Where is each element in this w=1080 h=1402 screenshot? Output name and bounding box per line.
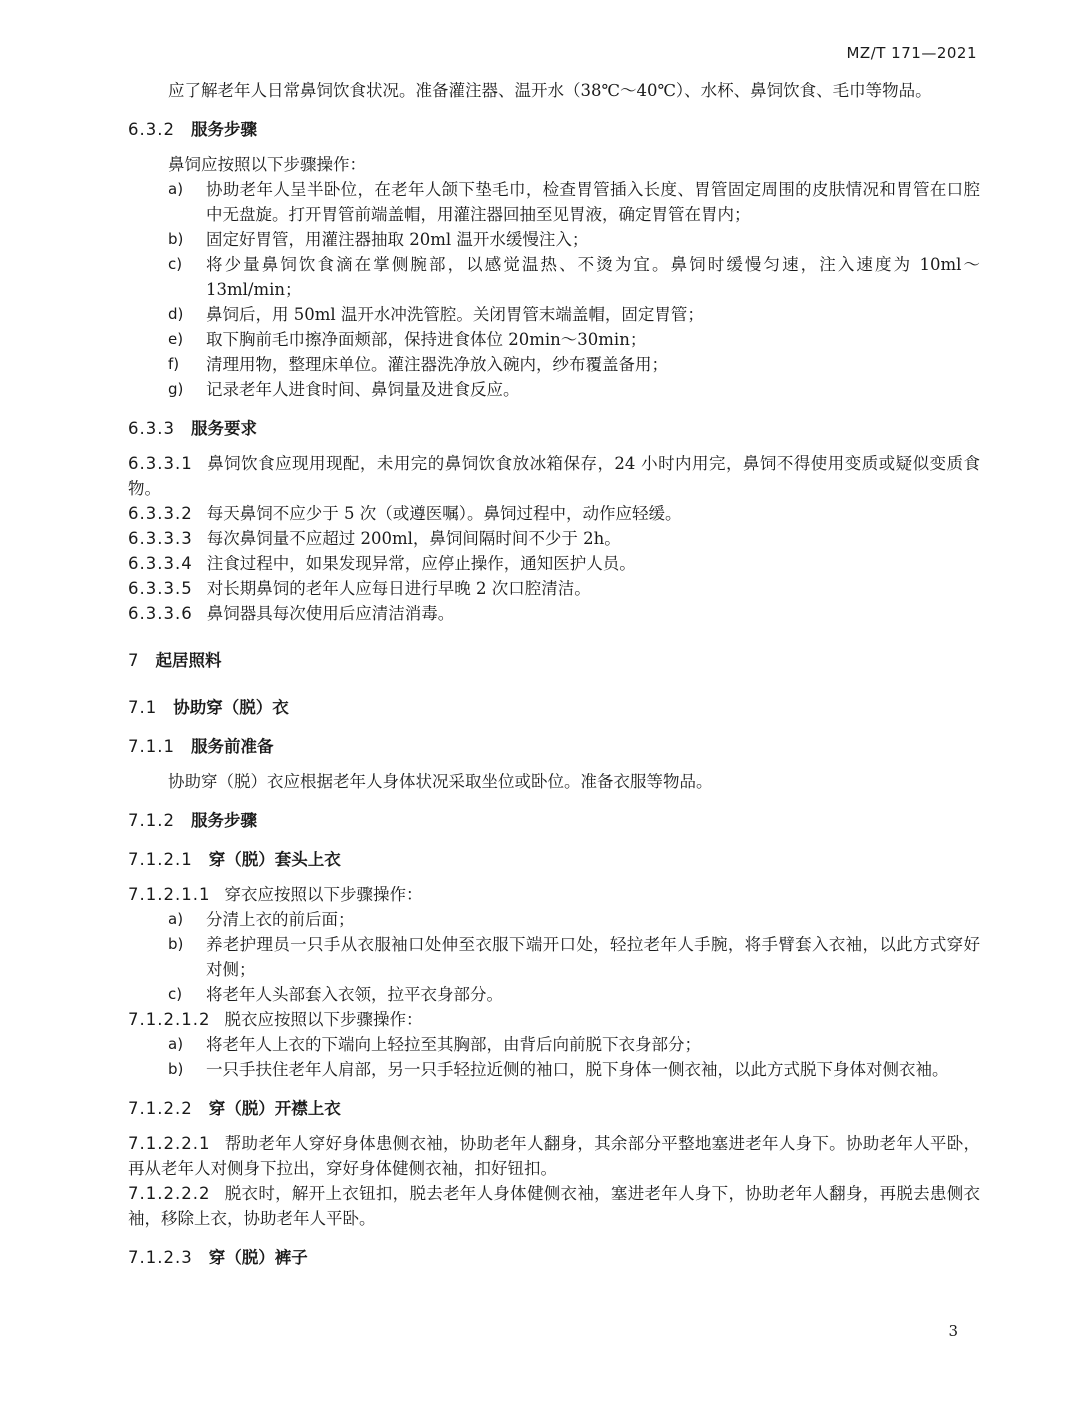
section-title: 服务要求: [190, 419, 257, 438]
intro-paragraph: 应了解老年人日常鼻饲饮食状况。准备灌注器、温开水（38℃～40℃）、水杯、鼻饲饮食、毛巾等物品。: [168, 81, 932, 100]
section-title: 服务步骤: [190, 120, 257, 139]
section-heading-7-1-2-2: [128, 1096, 980, 1121]
section-title: 穿（脱）裤子: [208, 1248, 308, 1267]
step-list-6-3-2: [128, 177, 980, 402]
list-item: [128, 177, 980, 227]
list-label: e): [168, 330, 184, 348]
clause: [128, 882, 980, 907]
clause-number: 6.3.3.1: [128, 454, 193, 473]
clause-text: 每次鼻饲量不应超过 200ml，鼻饲间隔时间不少于 2h。: [206, 529, 621, 548]
clause-text: 穿衣应按照以下步骤操作：: [224, 885, 423, 904]
list-label: c): [168, 255, 183, 273]
clause-text: 对长期鼻饲的老年人应每日进行早晚 2 次口腔清洁。: [206, 579, 591, 598]
section-title: 穿（脱）开襟上衣: [208, 1099, 341, 1118]
list-item: [128, 377, 980, 402]
list-text: 将老年人上衣的下端向上轻拉至其胸部，由背后向前脱下衣身部分；: [206, 1035, 701, 1054]
list-label: a): [168, 1035, 184, 1053]
clause-text: 帮助老年人穿好身体患侧衣袖，协助老年人翻身，其余部分平整地塞进老年人身下。协助老年人平卧，再从老年人对侧身下拉出，穿好身体健侧衣袖，扣好钮扣。: [128, 1134, 980, 1178]
clause-number: 7.1.2.2.2: [128, 1184, 211, 1203]
list-text: 协助老年人呈半卧位，在老年人颌下垫毛巾，检查胃管插入长度、胃管固定周围的皮肤情况和胃管在口腔中无盘旋。打开胃管前端盖帽，用灌注器回抽至见胃液，确定胃管在胃内；: [206, 180, 980, 224]
clause-text: 鼻饲器具每次使用后应清洁消毒。: [206, 604, 455, 623]
section-heading-7-1-2-1: [128, 847, 980, 872]
list-item: [128, 932, 980, 982]
list-text: 养老护理员一只手从衣服袖口处伸至衣服下端开口处，轻拉老年人手腕，将手臂套入衣袖，以此方式穿好对侧；: [206, 935, 980, 979]
list-item: [128, 227, 980, 252]
list-item: [128, 252, 980, 302]
clause-number: 7.1.2.2.1: [128, 1134, 211, 1153]
clause-number: 6.3.3.3: [128, 529, 193, 548]
list-item: [128, 352, 980, 377]
section-title: 穿（脱）套头上衣: [208, 850, 341, 869]
section-lead: 鼻饲应按照以下步骤操作：: [168, 155, 366, 174]
list-label: b): [168, 230, 184, 248]
step-list-7-1-2-1-2: [128, 1032, 980, 1082]
list-text: 一只手扶住老年人肩部，另一只手轻拉近侧的袖口，脱下身体一侧衣袖，以此方式脱下身体对侧衣袖。: [206, 1060, 949, 1079]
section-number: 6.3.3: [128, 419, 175, 438]
section-number: 7.1.2.3: [128, 1248, 193, 1267]
section-heading-6-3-3: [128, 416, 980, 441]
clause: [128, 451, 980, 501]
clause: [128, 501, 980, 526]
list-text: 分清上衣的前后面；: [206, 910, 355, 929]
section-paragraph: 协助穿（脱）衣应根据老年人身体状况采取坐位或卧位。准备衣服等物品。: [168, 772, 713, 791]
list-text: 鼻饲后，用 50ml 温开水冲洗管腔。关闭胃管末端盖帽，固定胃管；: [206, 305, 704, 324]
clause: [128, 1131, 980, 1181]
list-label: a): [168, 910, 184, 928]
list-item: [128, 302, 980, 327]
list-item: [128, 327, 980, 352]
list-item: [128, 982, 980, 1007]
clause: [128, 1007, 980, 1032]
section-number: 7.1.2: [128, 811, 175, 830]
section-number: 6.3.2: [128, 120, 175, 139]
clause-number: 7.1.2.1.1: [128, 885, 211, 904]
list-item: [128, 907, 980, 932]
document-code: MZ/T 171—2021: [846, 44, 977, 62]
list-label: f): [168, 355, 180, 373]
clause-text: 注食过程中，如果发现异常，应停止操作，通知医护人员。: [206, 554, 636, 573]
section-number: 7.1.2.2: [128, 1099, 193, 1118]
list-text: 清理用物，整理床单位。灌注器洗净放入碗内，纱布覆盖备用；: [206, 355, 668, 374]
list-label: d): [168, 305, 184, 323]
list-label: c): [168, 985, 183, 1003]
section-title: 服务前准备: [190, 737, 274, 756]
section-number: 7.1.2.1: [128, 850, 193, 869]
clause-text: 每天鼻饲不应少于 5 次（或遵医嘱）。鼻饲过程中，动作应轻缓。: [206, 504, 682, 523]
section-heading-7-1-1: [128, 734, 980, 759]
clause: [128, 601, 980, 626]
clause-text: 脱衣应按照以下步骤操作：: [224, 1010, 423, 1029]
list-text: 记录老年人进食时间、鼻饲量及进食反应。: [206, 380, 520, 399]
clause: [128, 551, 980, 576]
list-item: [128, 1057, 980, 1082]
clause: [128, 1181, 980, 1231]
clause-number: 6.3.3.5: [128, 579, 193, 598]
list-label: g): [168, 380, 184, 398]
clause: [128, 576, 980, 601]
chapter-number: 7: [128, 651, 140, 670]
clause-number: 7.1.2.1.2: [128, 1010, 211, 1029]
clause-number: 6.3.3.4: [128, 554, 193, 573]
chapter-heading-7: [128, 648, 980, 673]
list-item: [128, 1032, 980, 1057]
clause: [128, 526, 980, 551]
section-title: 协助穿（脱）衣: [173, 698, 289, 717]
section-heading-6-3-2: [128, 117, 980, 142]
section-number: 7.1: [128, 698, 158, 717]
list-text: 取下胸前毛巾擦净面颊部，保持进食体位 20min～30min；: [206, 330, 647, 349]
clause-number: 6.3.3.6: [128, 604, 193, 623]
clause-text: 脱衣时，解开上衣钮扣，脱去老年人身体健侧衣袖，塞进老年人身下，协助老年人翻身，再脱去患侧衣袖，移除上衣，协助老年人平卧。: [128, 1184, 980, 1228]
list-label: b): [168, 935, 184, 953]
list-text: 固定好胃管，用灌注器抽取 20ml 温开水缓慢注入；: [206, 230, 589, 249]
list-text: 将老年人头部套入衣领，拉平衣身部分。: [206, 985, 503, 1004]
page-content: [128, 78, 980, 1280]
list-label: a): [168, 180, 184, 198]
list-label: b): [168, 1060, 184, 1078]
list-text: 将少量鼻饲饮食滴在掌侧腕部，以感觉温热、不烫为宜。鼻饲时缓慢匀速，注入速度为 10ml～13ml/min；: [206, 255, 980, 299]
page-number: 3: [948, 1322, 958, 1340]
section-heading-7-1-2: [128, 808, 980, 833]
clause-number: 6.3.3.2: [128, 504, 193, 523]
section-heading-7-1-2-3: [128, 1245, 980, 1270]
section-title: 服务步骤: [190, 811, 257, 830]
step-list-7-1-2-1-1: [128, 907, 980, 1007]
chapter-title: 起居照料: [155, 651, 222, 670]
section-heading-7-1: [128, 695, 980, 720]
section-number: 7.1.1: [128, 737, 175, 756]
clause-text: 鼻饲饮食应现用现配，未用完的鼻饲饮食放冰箱保存，24 小时内用完，鼻饲不得使用变质或疑似变质食物。: [128, 454, 980, 498]
